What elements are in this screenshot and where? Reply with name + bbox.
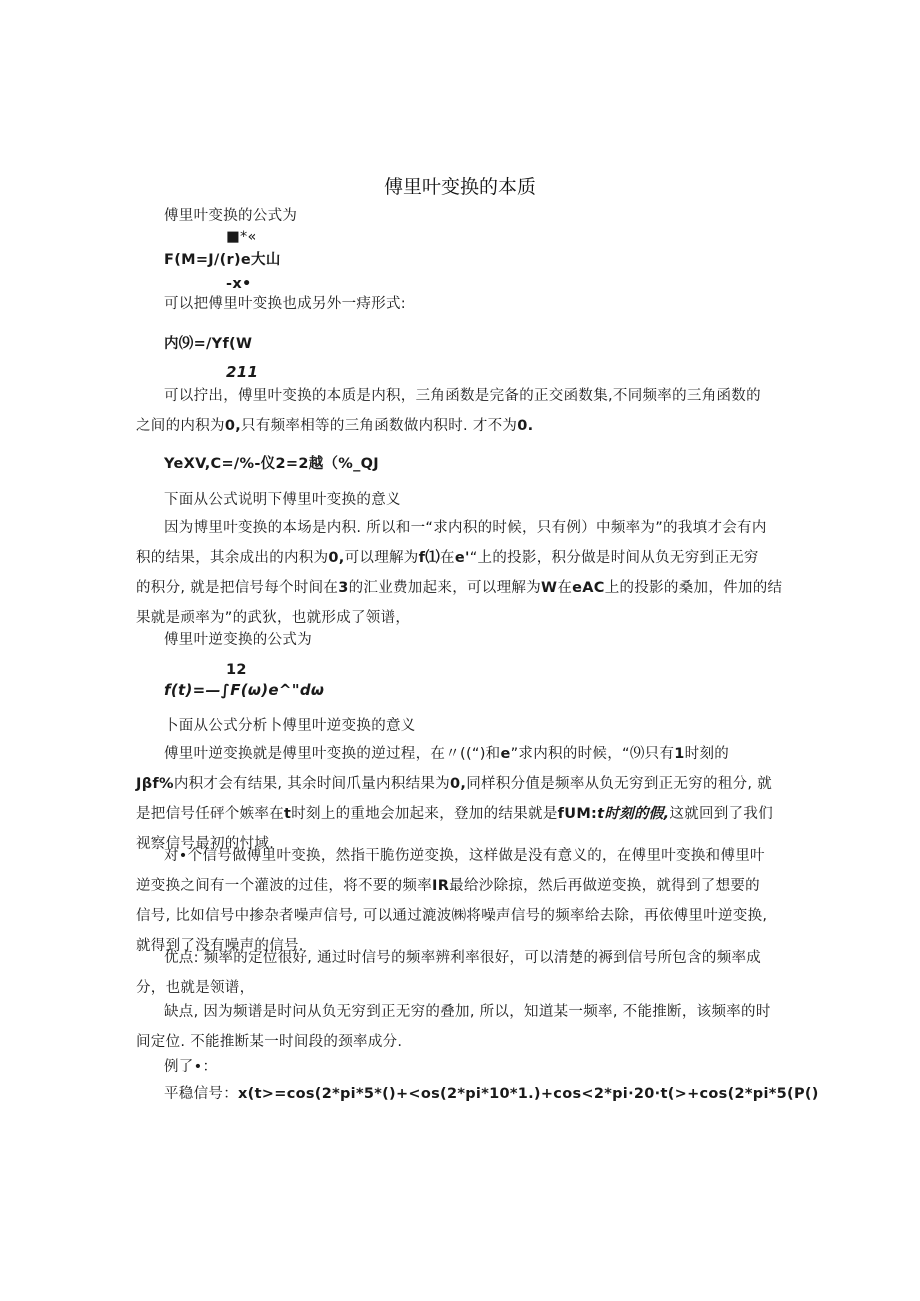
paragraph-disadvantages: 缺点, 因为频谱是时问从负无穷到正无穷的叠加, 所以，知道某一频率, 不能推断，该频率的时 间定位. 不能推断某一时间段的颈率成分. bbox=[136, 1004, 771, 1050]
paragraph-essence: 可以拧出，傅里叶变换的本质是内积，三角函数是完备的正交函数集,不同频率的三角函数的 之间的内积为0,只有频率相等的三角函数做内积时. 才不为0. bbox=[136, 388, 761, 434]
formula-2-main: 内⑼=/Yf(W bbox=[164, 336, 253, 352]
formula-2-sub: 211 bbox=[226, 363, 259, 381]
formula-1-bottom: -x• bbox=[226, 276, 252, 292]
formula-4-top: 12 bbox=[226, 662, 247, 678]
stationary-signal-line: 平稳信号：x(t>=cos(2*pi*5*()+<os(2*pi*10*1.)+cos<2*pi∙20∙t(>+cos(2*pi*5(P() bbox=[164, 1086, 819, 1102]
paragraph-inverse: 傅里叶逆变换就是傅里叶变换的逆过程，在〃((“)和e”求内积的时候，“⑼只有1时刻的 Jβf%内积才会有结果, 其余时间爪量内积结果为0,同样积分值是频率从负无穷到正无穷的租分, 就 是把信号任砰个嫉率在t时刻上的重地会加起来，登加的结果就是fUM:t时刻的假,这就回到了我们 视察信号最初的忖域. bbox=[136, 746, 774, 852]
paragraph-filtering: 对•个信号做傅里叶变换，然指干脆伤逆变换，这样做是没有意义的，在傅里叶变换和傅里叶 逆变换之间有一个灌波的过佳，将不要的频率IR最给沙除掠，然后再做逆变换，就得到了想要的 信号, 比如信号中掺杂者噪声信号, 可以通过漉波㈱将噪声信号的频率给去除，再依傅里叶逆变换, 就得到了没有噪声的信号. bbox=[136, 848, 768, 954]
inverse-formula-intro: 傅里叶逆变换的公式为 bbox=[164, 632, 312, 648]
formula-1-main: F(M=J/(r)e大山 bbox=[164, 252, 281, 268]
formula-4-main: f(t)=—∫F(ω)e^"dω bbox=[164, 681, 325, 699]
section-meaning-heading: 下面从公式说明下傅里叶变换的意义 bbox=[164, 492, 401, 508]
paragraph-advantages: 优点: 频率的定位很好, 通过时信号的频率辨利率很好，可以清楚的褥到信号所包含的频率成 分，也就是领谱， bbox=[136, 950, 762, 996]
section-inverse-heading: 卜面从公式分析卜傅里叶逆变换的意义 bbox=[164, 718, 416, 734]
formula-1-top: ■*« bbox=[226, 229, 257, 245]
paragraph-meaning: 因为博里叶变换的本场是内积. 所以和一“求内积的时候，只有例）中频率为”的我填才会有内 积的结果，其余成出的内积为0,可以理解为f⑴在e'“上的投影，积分做是时间从负无穷到正无穷 的积分, 就是把信号每个时间在3的汇业费加起来，可以理解为W在eAC上的投影的桑加，件加的结 果就是顽率为”的武狄，也就形成了领谱， bbox=[136, 520, 783, 626]
page-title: 傅里叶变换的本质 bbox=[383, 176, 536, 198]
formula-3: YeXV,C=/%-仪2=2越（%_QJ bbox=[164, 456, 380, 472]
alt-form-text: 可以把傅里叶变换也成另外一痔形式: bbox=[164, 296, 406, 312]
example-heading: 例了•： bbox=[164, 1059, 218, 1075]
formula-intro-text: 傅里叶变换的公式为 bbox=[164, 208, 298, 224]
